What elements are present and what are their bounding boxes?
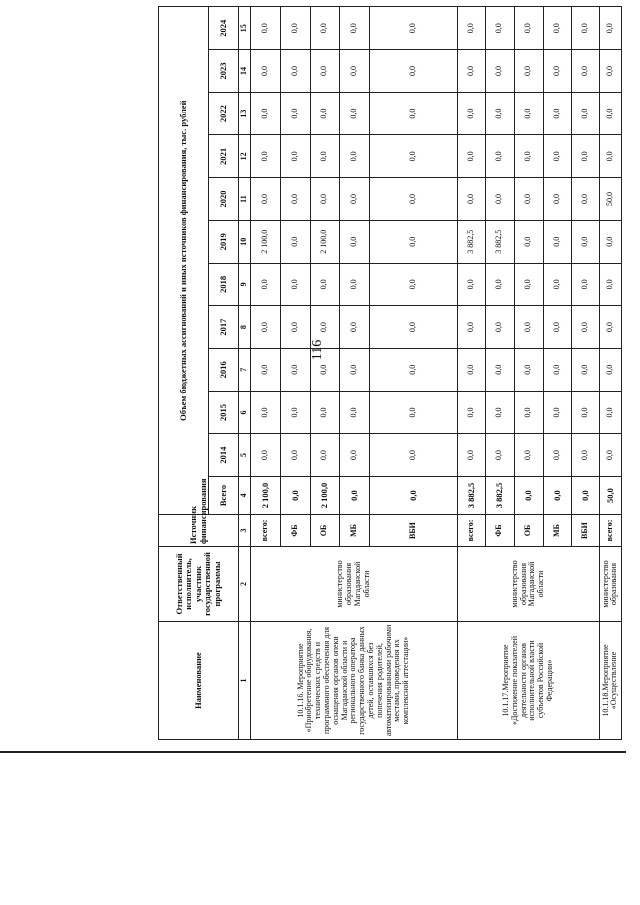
table-row bbox=[250, 7, 280, 740]
year-value: 0,0 bbox=[250, 135, 280, 178]
column-index: 9 bbox=[239, 263, 251, 306]
header-year: 2023 bbox=[209, 50, 239, 93]
year-value: 0,0 bbox=[457, 50, 485, 93]
year-value: 0,0 bbox=[485, 92, 514, 135]
year-value: 0,0 bbox=[571, 50, 599, 93]
year-value: 0,0 bbox=[280, 348, 310, 391]
column-index: 7 bbox=[239, 348, 251, 391]
year-value: 0,0 bbox=[485, 263, 514, 306]
year-value: 0,0 bbox=[280, 50, 310, 93]
year-value: 0,0 bbox=[514, 50, 543, 93]
year-value: 0,0 bbox=[457, 434, 485, 477]
total-value: 50,0 bbox=[599, 477, 621, 515]
total-value: 3 882,5 bbox=[485, 477, 514, 515]
budget-table-frame bbox=[158, 7, 619, 740]
year-value: 0,0 bbox=[599, 92, 621, 135]
year-value: 0,0 bbox=[543, 263, 571, 306]
measure-name: 10.1.17.Мероприятие «Достижение показателей деятельности органов исполнительной власти субъектов Российской Федерации» bbox=[457, 622, 599, 740]
year-value: 0,0 bbox=[280, 135, 310, 178]
year-value: 0,0 bbox=[514, 7, 543, 50]
funding-source: ВБИ bbox=[369, 515, 457, 547]
year-value: 0,0 bbox=[514, 92, 543, 135]
year-value: 0,0 bbox=[543, 50, 571, 93]
measure-name: 10.1.16. Мероприятие «Приобретение оборудования, технических средств и программного обеспечения для оснащения органов опеки Магаданской области и регионального оператора государственного банка данных детей, оставшихся без попечения родителей, автоматизированными рабочими местами, проведения их комплексной аттестации» bbox=[250, 622, 457, 740]
funding-source: ОБ bbox=[310, 515, 339, 547]
year-value: 0,0 bbox=[571, 434, 599, 477]
year-value: 0,0 bbox=[280, 434, 310, 477]
year-value: 0,0 bbox=[485, 434, 514, 477]
year-value: 0,0 bbox=[339, 220, 369, 263]
year-value: 0,0 bbox=[543, 434, 571, 477]
header-year: 2017 bbox=[209, 306, 239, 349]
year-value: 0,0 bbox=[514, 135, 543, 178]
column-index: 6 bbox=[239, 391, 251, 434]
year-value: 0,0 bbox=[599, 7, 621, 50]
total-value: 2 100,0 bbox=[310, 477, 339, 515]
year-value: 0,0 bbox=[369, 92, 457, 135]
year-value: 0,0 bbox=[457, 306, 485, 349]
budget-table bbox=[158, 6, 622, 740]
year-value: 0,0 bbox=[339, 50, 369, 93]
year-value: 0,0 bbox=[457, 135, 485, 178]
column-index: 15 bbox=[239, 7, 251, 50]
year-value: 0,0 bbox=[571, 92, 599, 135]
year-value: 0,0 bbox=[369, 391, 457, 434]
measure-executor: министерство образования bbox=[599, 547, 621, 622]
year-value: 0,0 bbox=[485, 391, 514, 434]
measure-name: 10.1.18.Мероприятие «Осуществление bbox=[599, 622, 621, 740]
header-year: 2020 bbox=[209, 178, 239, 221]
year-value: 0,0 bbox=[543, 7, 571, 50]
table-row bbox=[457, 7, 485, 740]
year-value: 3 882,5 bbox=[457, 220, 485, 263]
header-year: 2019 bbox=[209, 220, 239, 263]
year-value: 0,0 bbox=[369, 434, 457, 477]
year-value: 0,0 bbox=[250, 50, 280, 93]
year-value: 0,0 bbox=[571, 391, 599, 434]
year-value: 50,0 bbox=[599, 178, 621, 221]
column-index: 3 bbox=[239, 515, 251, 547]
year-value: 0,0 bbox=[280, 7, 310, 50]
year-value: 0,0 bbox=[485, 348, 514, 391]
year-value: 3 882,5 bbox=[485, 220, 514, 263]
year-value: 0,0 bbox=[339, 306, 369, 349]
year-value: 0,0 bbox=[339, 391, 369, 434]
footer-divider bbox=[0, 751, 626, 753]
year-value: 0,0 bbox=[280, 178, 310, 221]
header-year: 2022 bbox=[209, 92, 239, 135]
year-value: 0,0 bbox=[339, 434, 369, 477]
year-value: 0,0 bbox=[457, 348, 485, 391]
year-value: 0,0 bbox=[250, 434, 280, 477]
column-index: 4 bbox=[239, 477, 251, 515]
table-row bbox=[599, 7, 621, 740]
year-value: 0,0 bbox=[310, 50, 339, 93]
year-value: 0,0 bbox=[514, 263, 543, 306]
header-budget: Объем бюджетных ассигнований и иных источников финансирования, тыс. рублей bbox=[159, 7, 209, 515]
year-value: 0,0 bbox=[310, 391, 339, 434]
total-value: 0,0 bbox=[339, 477, 369, 515]
year-value: 0,0 bbox=[599, 348, 621, 391]
year-value: 0,0 bbox=[369, 135, 457, 178]
total-value: 0,0 bbox=[280, 477, 310, 515]
year-value: 0,0 bbox=[310, 348, 339, 391]
year-value: 0,0 bbox=[571, 306, 599, 349]
year-value: 0,0 bbox=[457, 7, 485, 50]
year-value: 0,0 bbox=[310, 178, 339, 221]
column-index: 11 bbox=[239, 178, 251, 221]
year-value: 0,0 bbox=[280, 391, 310, 434]
column-index: 1 bbox=[239, 622, 251, 740]
page-number: 116 bbox=[310, 339, 325, 361]
year-value: 0,0 bbox=[339, 178, 369, 221]
year-value: 0,0 bbox=[250, 391, 280, 434]
column-index: 8 bbox=[239, 306, 251, 349]
year-value: 0,0 bbox=[310, 306, 339, 349]
year-value: 0,0 bbox=[514, 434, 543, 477]
year-value: 0,0 bbox=[599, 434, 621, 477]
year-value: 0,0 bbox=[514, 391, 543, 434]
measure-executor: министерство образования Магаданской области bbox=[250, 547, 457, 622]
year-value: 0,0 bbox=[514, 220, 543, 263]
funding-source: всего: bbox=[599, 515, 621, 547]
year-value: 0,0 bbox=[457, 391, 485, 434]
year-value: 0,0 bbox=[369, 178, 457, 221]
year-value: 0,0 bbox=[571, 220, 599, 263]
header-year: 2016 bbox=[209, 348, 239, 391]
column-index: 13 bbox=[239, 92, 251, 135]
budget-table-rotated bbox=[158, 7, 619, 740]
year-value: 2 100,0 bbox=[250, 220, 280, 263]
header-source: Источник финансирования bbox=[159, 515, 239, 547]
year-value: 0,0 bbox=[599, 135, 621, 178]
year-value: 0,0 bbox=[369, 263, 457, 306]
year-value: 0,0 bbox=[339, 348, 369, 391]
year-value: 0,0 bbox=[310, 434, 339, 477]
year-value: 0,0 bbox=[543, 306, 571, 349]
year-value: 0,0 bbox=[369, 7, 457, 50]
measure-executor: министерство образования Магаданской области bbox=[457, 547, 599, 622]
header-year: 2015 bbox=[209, 391, 239, 434]
year-value: 0,0 bbox=[310, 263, 339, 306]
header-executor: Ответственный исполнитель, участник государственной программы bbox=[159, 547, 239, 622]
year-value: 2 100,0 bbox=[310, 220, 339, 263]
year-value: 0,0 bbox=[571, 263, 599, 306]
funding-source: ФБ bbox=[280, 515, 310, 547]
total-value: 3 882,5 bbox=[457, 477, 485, 515]
year-value: 0,0 bbox=[485, 50, 514, 93]
year-value: 0,0 bbox=[250, 306, 280, 349]
funding-source: ФБ bbox=[485, 515, 514, 547]
column-index: 2 bbox=[239, 547, 251, 622]
year-value: 0,0 bbox=[339, 7, 369, 50]
header-index-row bbox=[239, 7, 251, 740]
total-value: 2 100,0 bbox=[250, 477, 280, 515]
year-value: 0,0 bbox=[310, 92, 339, 135]
year-value: 0,0 bbox=[310, 7, 339, 50]
funding-source: всего: bbox=[457, 515, 485, 547]
year-value: 0,0 bbox=[514, 348, 543, 391]
year-value: 0,0 bbox=[599, 263, 621, 306]
column-index: 14 bbox=[239, 50, 251, 93]
year-value: 0,0 bbox=[543, 220, 571, 263]
funding-source: МБ bbox=[543, 515, 571, 547]
year-value: 0,0 bbox=[599, 391, 621, 434]
year-value: 0,0 bbox=[543, 348, 571, 391]
year-value: 0,0 bbox=[599, 50, 621, 93]
year-value: 0,0 bbox=[250, 348, 280, 391]
header-year: 2014 bbox=[209, 434, 239, 477]
year-value: 0,0 bbox=[280, 263, 310, 306]
year-value: 0,0 bbox=[369, 306, 457, 349]
year-value: 0,0 bbox=[543, 135, 571, 178]
year-value: 0,0 bbox=[514, 178, 543, 221]
header-year: 2021 bbox=[209, 135, 239, 178]
year-value: 0,0 bbox=[571, 135, 599, 178]
total-value: 0,0 bbox=[514, 477, 543, 515]
funding-source: всего: bbox=[250, 515, 280, 547]
year-value: 0,0 bbox=[250, 7, 280, 50]
year-value: 0,0 bbox=[250, 263, 280, 306]
year-value: 0,0 bbox=[250, 178, 280, 221]
year-value: 0,0 bbox=[250, 92, 280, 135]
year-value: 0,0 bbox=[369, 348, 457, 391]
year-value: 0,0 bbox=[543, 92, 571, 135]
year-value: 0,0 bbox=[485, 135, 514, 178]
total-value: 0,0 bbox=[369, 477, 457, 515]
year-value: 0,0 bbox=[543, 391, 571, 434]
year-value: 0,0 bbox=[485, 306, 514, 349]
year-value: 0,0 bbox=[280, 92, 310, 135]
year-value: 0,0 bbox=[457, 92, 485, 135]
year-value: 0,0 bbox=[571, 348, 599, 391]
year-value: 0,0 bbox=[543, 178, 571, 221]
table-body bbox=[250, 7, 621, 740]
column-index: 12 bbox=[239, 135, 251, 178]
year-value: 0,0 bbox=[280, 306, 310, 349]
year-value: 0,0 bbox=[457, 178, 485, 221]
year-value: 0,0 bbox=[310, 135, 339, 178]
year-value: 0,0 bbox=[599, 306, 621, 349]
year-value: 0,0 bbox=[485, 178, 514, 221]
column-index: 10 bbox=[239, 220, 251, 263]
year-value: 0,0 bbox=[485, 7, 514, 50]
header-total: Всего bbox=[209, 477, 239, 515]
year-value: 0,0 bbox=[571, 7, 599, 50]
header-year: 2024 bbox=[209, 7, 239, 50]
year-value: 0,0 bbox=[457, 263, 485, 306]
year-value: 0,0 bbox=[571, 178, 599, 221]
header-year: 2018 bbox=[209, 263, 239, 306]
year-value: 0,0 bbox=[339, 263, 369, 306]
header-name: Наименование bbox=[159, 622, 239, 740]
year-value: 0,0 bbox=[339, 135, 369, 178]
year-value: 0,0 bbox=[339, 92, 369, 135]
funding-source: ОБ bbox=[514, 515, 543, 547]
year-value: 0,0 bbox=[514, 306, 543, 349]
year-value: 0,0 bbox=[599, 220, 621, 263]
total-value: 0,0 bbox=[543, 477, 571, 515]
year-value: 0,0 bbox=[369, 50, 457, 93]
column-index: 5 bbox=[239, 434, 251, 477]
funding-source: ВБИ bbox=[571, 515, 599, 547]
total-value: 0,0 bbox=[571, 477, 599, 515]
funding-source: МБ bbox=[339, 515, 369, 547]
year-value: 0,0 bbox=[280, 220, 310, 263]
year-value: 0,0 bbox=[369, 220, 457, 263]
